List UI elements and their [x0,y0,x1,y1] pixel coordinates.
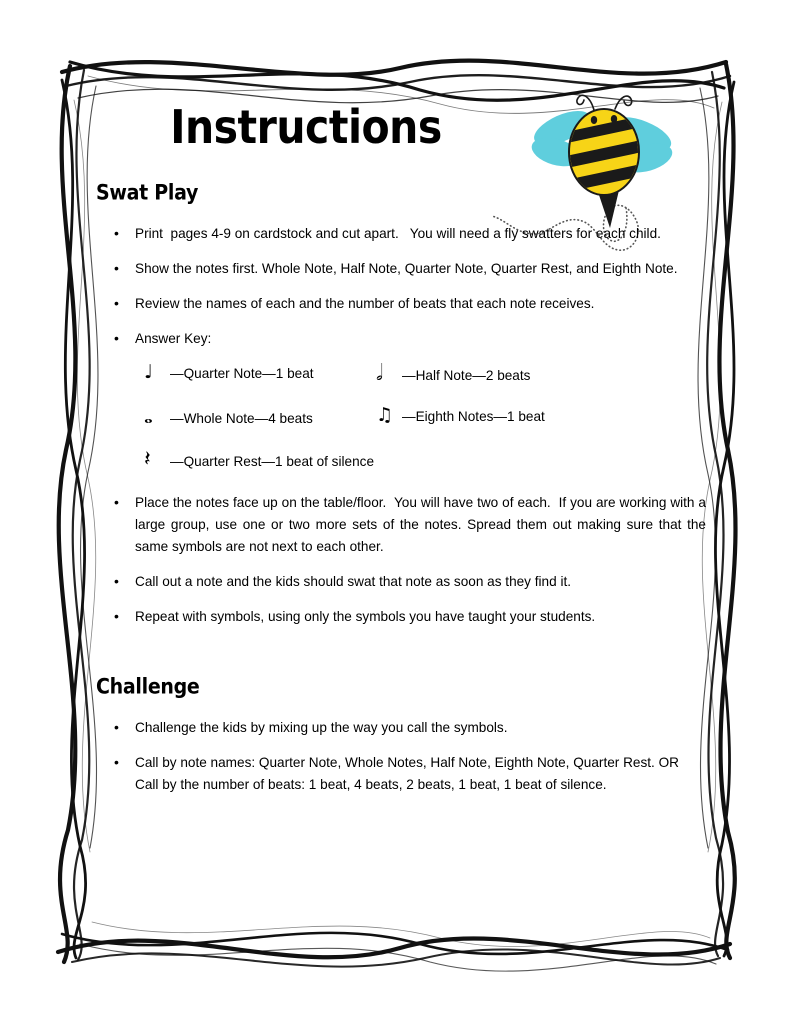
whole-note-symbol-icon: 𝅝 [144,404,153,430]
list-item: • Place the notes face up on the table/floor. You will have two of each. If you are working with a large group, use one or two more sets of the notes. Spread them out making sure that the same symbols are not next to each other. [96,492,706,558]
quarter-rest-symbol-icon: 𝄽 [144,447,151,473]
eighth-notes-symbol-icon: ♫ [376,404,394,427]
section-heading-swat-play: Swat Play [96,181,199,206]
half-note-symbol-icon: 𝅗𝅥 [376,361,383,387]
list-item: • Repeat with symbols, using only the symbols you have taught your students. [96,606,706,628]
answer-key-entry [376,406,545,428]
answer-key-entry [144,363,376,385]
answer-key-label: —Quarter Note—1 beat [170,366,314,382]
list-item: • Print pages 4-9 on cardstock and cut apart. You will need a fly swatters for each child. [96,223,706,245]
document-body [96,100,710,809]
answer-key-label: —Quarter Rest—1 beat of silence [170,454,374,470]
answer-key-row [144,406,706,428]
list-item: • Call by note names: Quarter Note, Whole Notes, Half Note, Eighth Note, Quarter Rest. OR Call by the number of beats: 1 beat, 4 beats, 2 beats, 1 beat, 1 beat of silence. [96,752,706,796]
answer-key-row [144,449,706,471]
challenge-bullet-list [96,717,706,796]
quarter-note-symbol-icon: ♩ [144,361,153,384]
list-item: • Call out a note and the kids should swat that note as soon as they find it. [96,571,706,593]
answer-key-entry [376,363,530,385]
list-item-answer-key-label: • Answer Key: [96,328,706,350]
answer-key-row [144,363,706,385]
swat-play-bullet-list [96,223,706,350]
list-item: • Review the names of each and the number of beats that each note receives. [96,293,706,315]
answer-key-entry [144,449,376,471]
list-item: • Challenge the kids by mixing up the way you call the symbols. [96,717,706,739]
answer-key-label: —Half Note—2 beats [402,368,531,384]
answer-key-label: —Whole Note—4 beats [170,411,313,427]
answer-key-label: —Eighth Notes—1 beat [402,409,545,425]
section-heading-challenge: Challenge [96,675,200,700]
answer-key-table [96,363,706,471]
answer-key-entry [144,406,376,428]
list-item: • Show the notes first. Whole Note, Half Note, Quarter Note, Quarter Rest, and Eighth Note. [96,258,706,280]
page-title: Instructions [170,100,442,155]
swat-play-bullet-list-continued [96,492,710,628]
